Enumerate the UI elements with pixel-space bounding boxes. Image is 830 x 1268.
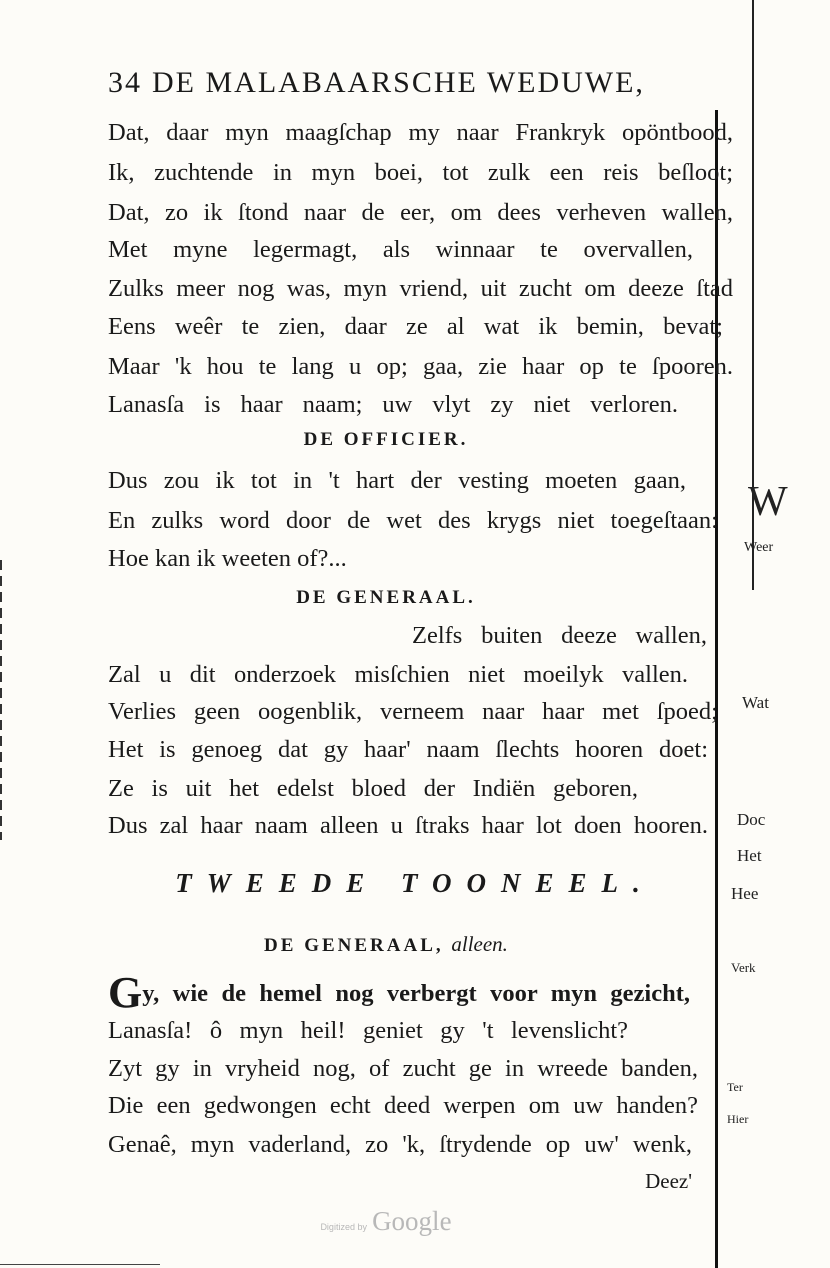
bleed-text: Weer (744, 540, 774, 555)
bleed-text: Verk (731, 960, 756, 975)
verse-line: Lanasſa is haar naam; uw vlyt zy niet verloren. (108, 391, 678, 418)
verse-line: Zulks meer nog was, myn vriend, uit zucht om deeze ſtad (108, 275, 733, 302)
running-title: DE MALABAARSCHE WEDUWE, (152, 66, 645, 99)
running-header (108, 66, 645, 100)
bleed-text: Wat (742, 693, 769, 712)
scene-title: TWEEDE TOONEEL. (175, 868, 655, 898)
digitization-watermark (0, 1206, 772, 1237)
watermark-prefix: Digitized by (320, 1222, 367, 1232)
verse-line: Zyt gy in vryheid nog, of zucht ge in wreede banden, (108, 1055, 698, 1082)
bleed-text: Ter (727, 1080, 743, 1094)
page-number: 34 (108, 66, 142, 99)
verse-line: Lanasſa! ô myn heil! geniet gy 't levenslicht? (108, 1017, 628, 1044)
google-logo: Google (372, 1206, 452, 1236)
bottom-rule (0, 1264, 160, 1265)
bleed-text: Hee (731, 884, 759, 903)
verse-line: Die een gedwongen echt deed werpen om uw handen? (108, 1092, 698, 1119)
verse-line-indented: Zelfs buiten deeze wallen, (412, 622, 707, 649)
drop-cap: G (108, 968, 143, 1017)
speaker-name: DE GENERAAL, (264, 935, 444, 956)
verse-line: Eens weêr te zien, daar ze al wat ik bemin, bevat; (108, 313, 723, 340)
speaker-label (0, 930, 772, 958)
verse-line: Zal u dit onderzoek misſchien niet moeilyk vallen. (108, 661, 688, 688)
verse-line: Maar 'k hou te lang u op; gaa, zie haar op te ſpooren. (108, 353, 733, 380)
bleed-text: Doc (737, 810, 766, 829)
verse-line: Genaê, myn vaderland, zo 'k, ſtrydende op uw' wenk, (108, 1131, 692, 1158)
bleed-text: Het (737, 846, 762, 865)
verse-line: Ik, zuchtende in myn boei, tot zulk een reis beſloot; (108, 159, 733, 186)
verse-line: Dat, zo ik ſtond naar de eer, om dees verheven wallen, (108, 199, 733, 226)
stage-direction: alleen. (451, 932, 508, 956)
verse-line: En zulks word door de wet des krygs niet toegeſtaan: (108, 507, 718, 534)
verse-text: y, wie de hemel nog verbergt voor myn gezicht, (142, 980, 690, 1007)
speaker-label: DE GENERAAL. (296, 587, 476, 608)
catchword: Deez' (645, 1169, 692, 1193)
bleed-text: Hier (727, 1112, 749, 1126)
bleed-text: W (748, 479, 788, 525)
speaker-label: DE OFFICIER. (303, 429, 469, 450)
verse-line (108, 968, 690, 1017)
verse-line: Dat, daar myn maagſchap my naar Frankryk opöntbood, (108, 119, 733, 146)
verse-line: Met myne legermagt, als winnaar te overvallen, (108, 236, 693, 263)
verse-line: Dus zal haar naam alleen u ſtraks haar lot doen hooren. (108, 812, 708, 839)
verse-line: Dus zou ik tot in 't hart der vesting moeten gaan, (108, 467, 686, 494)
verse-line: Het is genoeg dat gy haar' naam ſlechts hooren doet: (108, 736, 708, 763)
verse-line: Ze is uit het edelst bloed der Indiën geboren, (108, 775, 638, 802)
verse-line: Hoe kan ik weeten of?... (108, 545, 347, 572)
verse-line: Verlies geen oogenblik, verneem naar haar met ſpoed; (108, 698, 718, 725)
